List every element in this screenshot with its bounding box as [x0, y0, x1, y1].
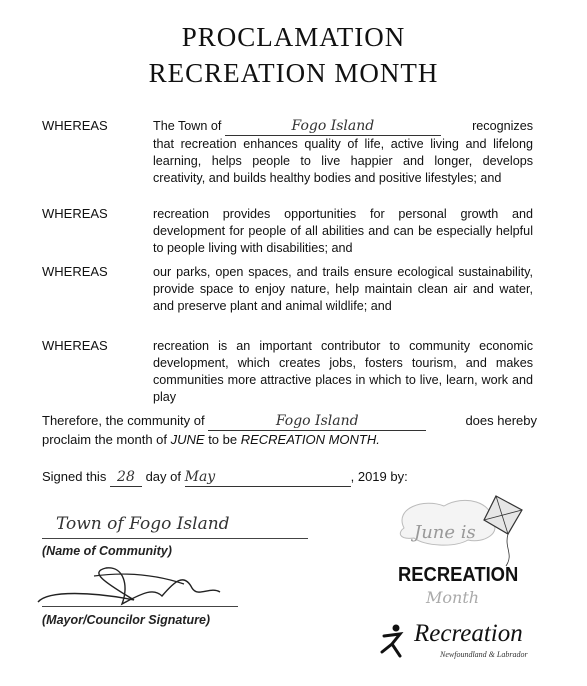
clause-text: recreation provides opportunities for personal growth and development for people of all abilities and can be especially helpful to people living with disabilities; and: [153, 207, 533, 255]
clause-text: our parks, open spaces, and trails ensure ecological sustainability, provide space to enjoy nature, help maintain clean air and water, and preserve plant and animal wildlife; and: [153, 265, 533, 313]
mayor-caption: (Mayor/Councilor Signature): [42, 613, 211, 627]
signed-day-fill: 28: [110, 468, 142, 487]
running-figure-icon: [378, 622, 408, 658]
signed-text-mid: day of: [145, 469, 181, 484]
title-line-2: RECREATION MONTH: [148, 58, 439, 88]
whereas-label: WHEREAS: [42, 338, 108, 353]
community-signature: Town of Fogo Island: [56, 514, 230, 534]
therefore-text-start: Therefore, the community of: [42, 413, 205, 428]
community-signature-line: [42, 538, 308, 539]
town-name-fill: Fogo Island: [225, 118, 441, 136]
signed-line: [42, 468, 408, 487]
logo-recreation-name: Recreation: [414, 620, 523, 647]
whereas-label: WHEREAS: [42, 118, 108, 133]
proclaim-text-mid: to be: [204, 432, 241, 447]
proclaim-month: JUNE: [170, 432, 205, 447]
therefore-text-end: does hereby: [465, 413, 537, 428]
signed-text: Signed this: [42, 469, 107, 484]
proclaim-recreation-month: RECREATION MONTH.: [240, 432, 380, 447]
whereas-label: WHEREAS: [42, 206, 108, 221]
mayor-signature-scribble: [34, 562, 234, 616]
proclaim-text: proclaim the month of: [42, 432, 171, 447]
whereas-label: WHEREAS: [42, 264, 108, 279]
clause-text-end: recognizes: [472, 119, 533, 133]
clause-text-rest: that recreation enhances quality of life, active living and lifelong learning, helps people to live happier and longer, develops creativity, and builds healthy bodies and positive lifestyles; and: [153, 137, 533, 185]
community-caption: (Name of Community): [42, 544, 172, 558]
logo-june-text: June is: [414, 522, 476, 543]
therefore-statement: [42, 412, 537, 449]
mayor-signature-line: [42, 606, 238, 607]
clause-text: [153, 118, 533, 187]
signed-month-fill: May: [185, 468, 351, 487]
logo-month-text: Month: [426, 588, 480, 607]
logo-subtitle: Newfoundland & Labrador: [440, 650, 528, 659]
recreation-month-logo: [384, 488, 534, 608]
recreation-nl-logo: [378, 620, 558, 670]
signed-year: , 2019 by:: [350, 469, 408, 484]
clause-text-start: The Town of: [153, 119, 222, 133]
community-name-fill: Fogo Island: [208, 412, 426, 431]
title-line-1: PROCLAMATION: [181, 22, 406, 52]
logo-recreation-text: RECREATION: [398, 564, 519, 586]
clause-text: recreation is an important contributor to community economic development, which creates jobs, fosters tourism, and makes communities more attractive places in which to live, learn, work and play: [153, 339, 533, 404]
